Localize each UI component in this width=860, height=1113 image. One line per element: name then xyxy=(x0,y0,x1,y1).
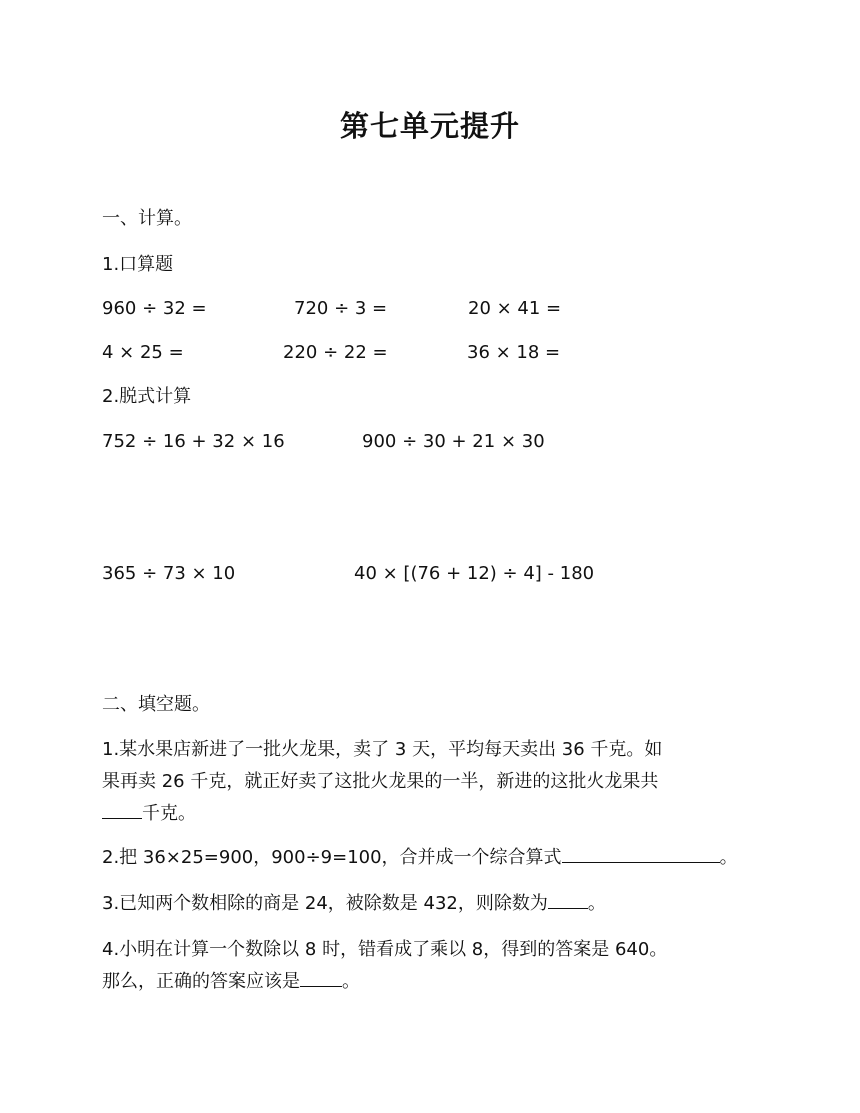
oral-problem-4: 4 × 25 = xyxy=(102,342,184,363)
question-1-line-2: 果再卖 26 千克，就正好卖了这批火龙果的一半，新进的这批火龙果共 xyxy=(102,771,659,792)
oral-problem-2: 720 ÷ 3 = xyxy=(294,298,388,319)
question-2-text: 2.把 36×25=900，900÷9=100，合并成一个综合算式 xyxy=(102,847,562,868)
section-heading-calculation: 一、计算。 xyxy=(102,208,192,229)
question-4-line-2 xyxy=(102,966,752,998)
answer-blank[interactable] xyxy=(300,968,342,987)
subheading-oral-calculation: 1.口算题 xyxy=(102,254,174,275)
oral-problem-6: 36 × 18 = xyxy=(467,342,561,363)
question-4-line-1: 4.小明在计算一个数除以 8 时，错看成了乘以 8，得到的答案是 640。 xyxy=(102,939,668,960)
question-1-line-1: 1.某水果店新进了一批火龙果，卖了 3 天，平均每天卖出 36 千克。如 xyxy=(102,739,663,760)
oral-problem-1: 960 ÷ 32 = xyxy=(102,298,207,319)
answer-blank[interactable] xyxy=(102,800,142,819)
step-problem-2: 900 ÷ 30 + 21 × 30 xyxy=(362,431,545,452)
answer-blank[interactable] xyxy=(548,890,588,909)
subheading-step-calculation: 2.脱式计算 xyxy=(102,386,192,407)
question-3-text: 3.已知两个数相除的商是 24，被除数是 432，则除数为 xyxy=(102,893,548,914)
question-2-tail: 。 xyxy=(719,847,738,868)
step-problem-4: 40 × [(76 + 12) ÷ 4] - 180 xyxy=(354,563,595,584)
question-4-text: 那么，正确的答案应该是 xyxy=(102,971,300,992)
oral-problem-5: 220 ÷ 22 = xyxy=(283,342,388,363)
step-problem-3: 365 ÷ 73 × 10 xyxy=(102,563,236,584)
oral-problem-3: 20 × 41 = xyxy=(468,298,562,319)
question-3 xyxy=(102,888,752,920)
question-2 xyxy=(102,842,752,874)
question-1-line-3 xyxy=(102,798,752,830)
question-3-tail: 。 xyxy=(587,893,606,914)
question-4-tail: 。 xyxy=(342,971,360,992)
question-4 xyxy=(102,934,752,998)
question-1 xyxy=(102,734,752,830)
page-title: 第七单元提升 xyxy=(339,109,520,143)
step-problem-1: 752 ÷ 16 + 32 × 16 xyxy=(102,431,285,452)
answer-blank[interactable] xyxy=(562,844,720,863)
question-1-tail: 千克。 xyxy=(142,803,196,824)
section-heading-fill-blank: 二、填空题。 xyxy=(102,694,210,715)
